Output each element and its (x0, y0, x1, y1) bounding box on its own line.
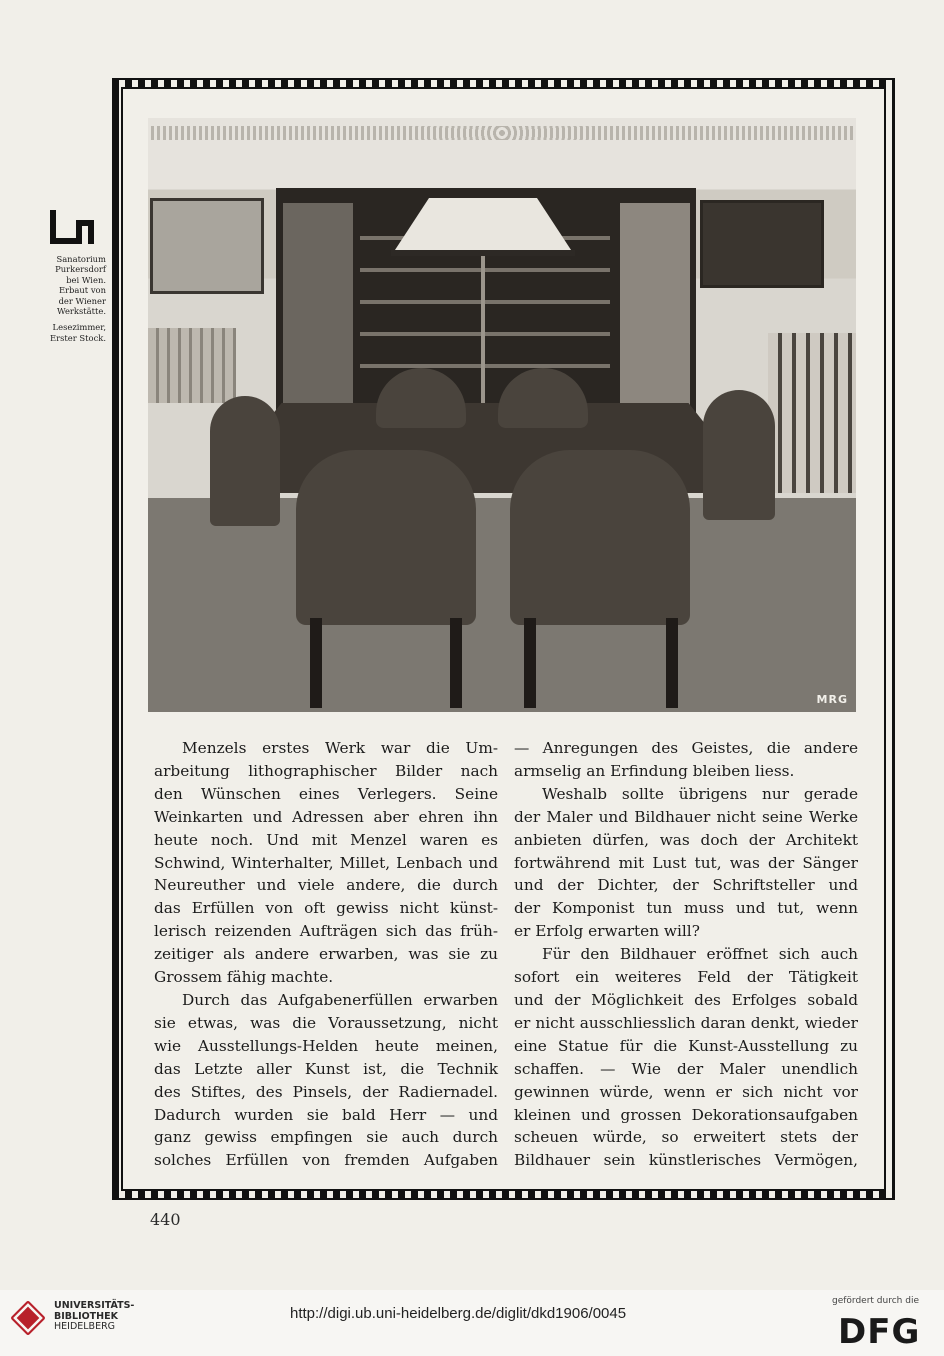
text-line: den Wünschen eines Verlegers. Seine (154, 784, 498, 803)
caption-line: bei Wien. (66, 274, 106, 285)
text-line: Menzels erstes Werk war die Um- (182, 739, 498, 757)
text-line: er Erfolg erwarten will? (514, 922, 700, 941)
caption-line: Werkstätte. (57, 306, 106, 317)
text-line: ganz gewiss empfingen sie auch durch (154, 1128, 498, 1147)
text-line: wie Ausstellungs-Helden heute meinen, (154, 1036, 498, 1055)
caption-line: der Wiener (58, 295, 106, 306)
text-line: gewinnen würde, wenn er sich nicht vor (514, 1082, 858, 1101)
text-line: Durch das Aufgabenerfüllen erwarben (182, 990, 498, 1009)
photo-caption (40, 254, 106, 343)
text-line: und der Möglichkeit des Erfolges sobald (514, 990, 858, 1009)
caption-line: Purkersdorf (55, 264, 106, 275)
text-line: und der Dichter, der Schriftsteller und (514, 876, 858, 895)
text-line: sofort ein weiteres Feld der Tätigkeit (514, 968, 858, 987)
text-line: fortwährend mit Lust tut, was der Sänger (514, 853, 858, 872)
text-line: Weshalb sollte übrigens nur gerade (542, 784, 858, 803)
text-line: Dadurch wurden sie bald Herr — und (154, 1105, 498, 1124)
caption-line: Erbaut von (58, 285, 106, 296)
text-line: kleinen und grossen Dekorationsaufgaben (514, 1105, 858, 1124)
text-column-left (154, 737, 498, 1172)
library-name-line: HEIDELBERG (54, 1321, 116, 1332)
reading-room-photograph (148, 118, 856, 712)
text-line: Grossem fähig machte. (154, 968, 334, 987)
wall-picture-left (150, 198, 264, 294)
chair (296, 450, 476, 625)
text-line: das Erfüllen von oft gewiss nicht künst- (154, 899, 498, 918)
text-line: heute noch. Und mit Menzel waren es (154, 830, 498, 849)
digitization-footer (0, 1290, 944, 1356)
text-line: arbeitung lithographischer Bilder nach (154, 761, 498, 780)
text-line: schaffen. — Wie der Maler unendlich (514, 1059, 858, 1078)
text-line: des Stiftes, des Pinsels, der Radiernadel. (154, 1082, 498, 1101)
text-line: Schwind, Winterhalter, Millet, Lenbach und (154, 853, 498, 872)
funding-label: gefördert durch die (832, 1296, 919, 1306)
text-line: scheuen würde, so erweitert stets der (514, 1128, 858, 1147)
permalink-url[interactable]: http://digi.ub.uni-heidelberg.de/diglit/dkd1906/0045 (290, 1305, 627, 1322)
caption-room-line: Erster Stock. (50, 332, 106, 343)
library-name-line: UNIVERSITÄTS- (54, 1300, 135, 1311)
caption-room-line: Lesezimmer, (52, 322, 106, 333)
text-line: das Letzte aller Kunst ist, die Technik (154, 1059, 498, 1078)
chair (210, 396, 280, 526)
chair (703, 390, 775, 520)
text-line: Neureuther und viele andere, die durch (154, 876, 498, 895)
dfg-logo: DFG (838, 1312, 921, 1352)
text-line: anbieten dürfen, was doch der Architekt (514, 830, 858, 849)
wall-picture-right (700, 200, 824, 288)
text-line: — Anregungen des Geistes, die andere (514, 739, 858, 757)
university-library-logo-icon (10, 1300, 46, 1336)
text-column-right (514, 737, 858, 1172)
text-line: er nicht ausschliesslich daran denkt, wieder (514, 1013, 858, 1032)
text-line: solches Erfüllen von fremden Aufgaben (154, 1151, 498, 1170)
text-line: armselig an Erfindung bleiben liess. (514, 761, 795, 780)
text-line: Für den Bildhauer eröffnet sich auch (542, 945, 858, 964)
library-name (54, 1301, 134, 1333)
text-line: Weinkarten und Adressen aber ehren ihn (154, 807, 498, 826)
library-name-line: BIBLIOTHEK (54, 1310, 118, 1322)
upholstered-sofa (768, 333, 856, 493)
text-line: zeitiger als andere erwarben, was sie zu (154, 945, 498, 964)
text-line: eine Statue für die Kunst-Ausstellung zu (514, 1036, 858, 1055)
page-number: 440 (150, 1210, 181, 1229)
text-line: der Maler und Bildhauer nicht seine Werke (514, 807, 858, 826)
text-line: sie etwas, was die Voraussetzung, nicht (154, 1013, 498, 1032)
text-line: lerisch reizenden Aufträgen sich das früh- (154, 922, 498, 941)
text-line: der Komponist tun muss und tut, wenn (514, 899, 858, 918)
wiener-werkstaette-monogram-icon (50, 210, 98, 244)
chair (510, 450, 690, 625)
photographer-signature: MRG (816, 693, 848, 706)
radiator (148, 328, 236, 403)
text-line: Bildhauer sein künstlerisches Vermögen, (514, 1151, 858, 1170)
caption-line: Sanatorium (56, 254, 106, 264)
